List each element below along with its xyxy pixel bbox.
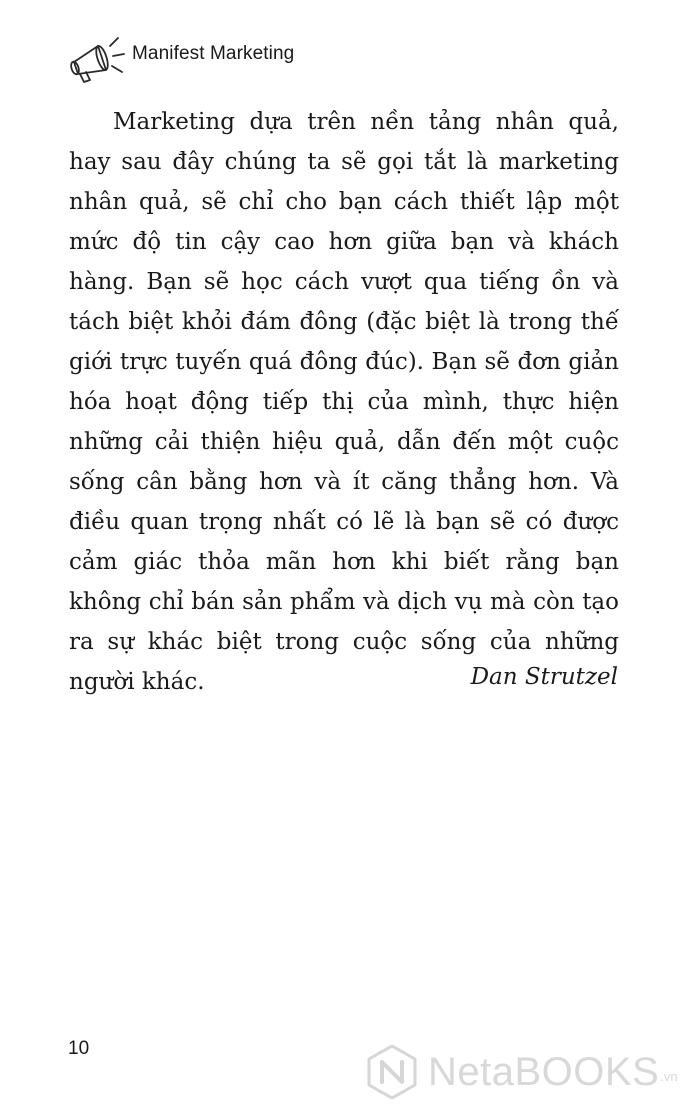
netabooks-watermark xyxy=(362,1042,678,1102)
page-number: 10 xyxy=(68,1038,90,1059)
running-header xyxy=(64,32,294,84)
book-title: Manifest Marketing xyxy=(132,43,295,64)
netabooks-logo-icon xyxy=(362,1042,422,1102)
watermark-text: NetaBOOKS xyxy=(428,1049,660,1094)
watermark-tld: .vn xyxy=(660,1069,678,1084)
body-paragraph: Marketing dựa trên nền tảng nhân quả, hay sau đây chúng ta sẽ gọi tắt là marketing nhân quả, sẽ chỉ cho bạn cách thiết lập một mức độ tin cậy cao hơn giữa bạn và khách hàng. Bạn sẽ học cách vượt qua tiếng ồn và tách biệt khỏi đám đông (đặc biệt là trong thế giới trực tuyến quá đông đúc). Bạn sẽ đơn giản hóa hoạt động tiếp thị của mình, thực hiện những cải thiện hiệu quả, dẫn đến một cuộc sống cân bằng hơn và ít căng thẳng hơn. Và điều quan trọng nhất có lẽ là bạn sẽ có được cảm giác thỏa mãn hơn khi biết rằng bạn không chỉ bán sản phẩm và dịch vụ mà còn tạo ra sự khác biệt trong cuộc sống của những người khác. xyxy=(69,109,619,695)
author-signature: Dan Strutzel xyxy=(470,664,618,690)
megaphone-icon xyxy=(64,32,126,84)
